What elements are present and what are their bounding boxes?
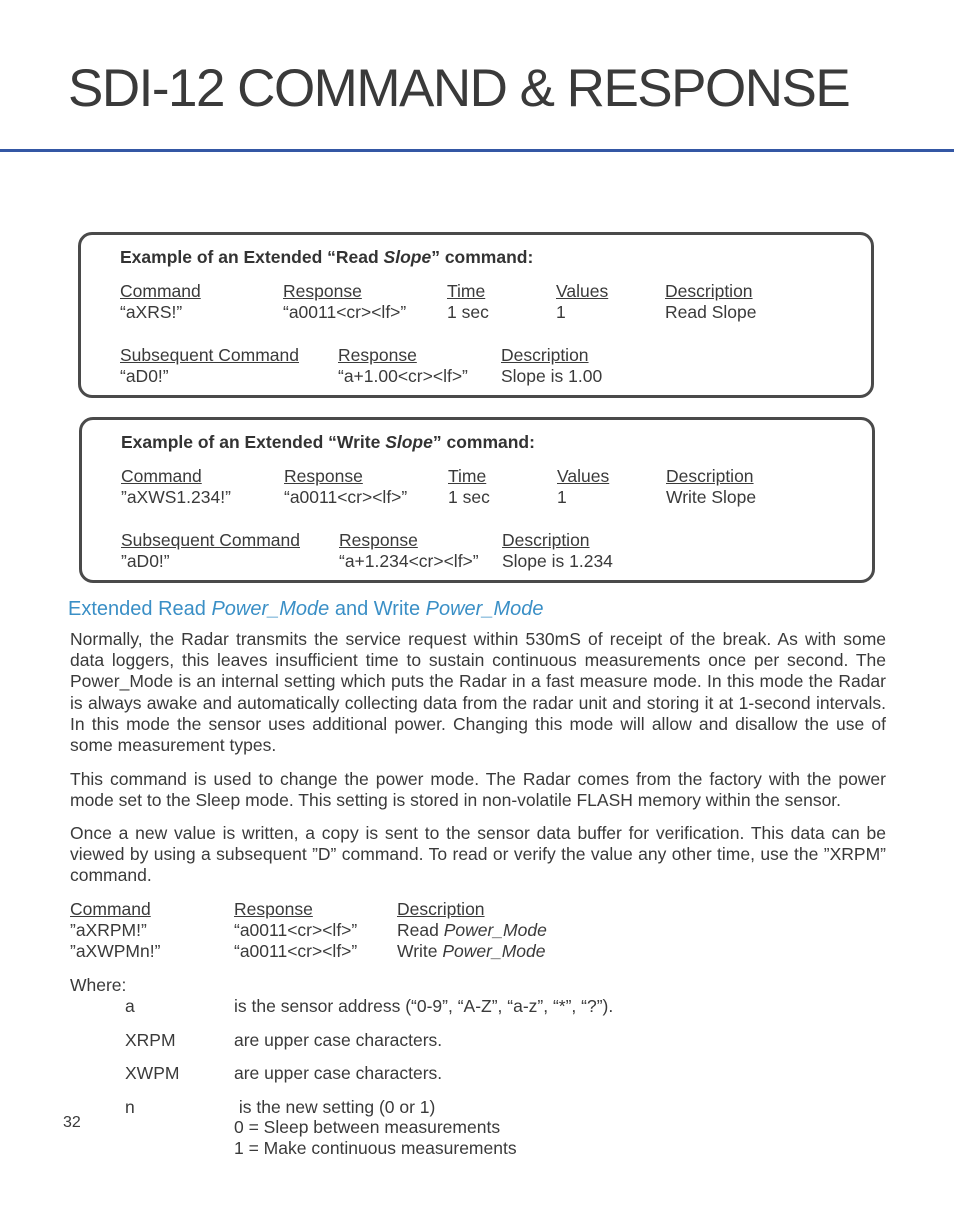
pm-header-response: Response — [234, 899, 313, 919]
cell-response: “a0011<cr><lf>” — [283, 302, 407, 322]
cell-values: 1 — [556, 302, 566, 322]
pm-row-command: ”aXWPMn!” — [70, 941, 161, 961]
read-slope-example-box — [78, 232, 874, 398]
cell-time: 1 sec — [447, 302, 489, 322]
cell-sub-description: Slope is 1.00 — [501, 366, 603, 386]
cell-time: 1 sec — [448, 487, 490, 507]
where-definition: are upper case characters. — [234, 1030, 443, 1050]
header-rule — [0, 149, 954, 152]
cell-response: “a0011<cr><lf>” — [284, 487, 408, 507]
cell-description: Read Slope — [665, 302, 757, 322]
col-header-sub-response: Response — [338, 345, 417, 365]
page-title: SDI-12 COMMAND & RESPONSE — [68, 59, 850, 118]
col-header-description: Description — [665, 281, 753, 301]
write-slope-caption: Example of an Extended “Write Slope” command: — [121, 432, 535, 452]
cell-sub-description: Slope is 1.234 — [502, 551, 613, 571]
where-definition: is the new setting (0 or 1) — [234, 1097, 436, 1117]
col-header-subsequent-command: Subsequent Command — [121, 530, 300, 550]
pm-header-description: Description — [397, 899, 485, 919]
col-header-time: Time — [448, 466, 487, 486]
col-header-time: Time — [447, 281, 486, 301]
where-term: XWPM — [125, 1063, 180, 1083]
col-header-command: Command — [120, 281, 201, 301]
pm-row-response: “a0011<cr><lf>” — [234, 920, 358, 940]
col-header-sub-description: Description — [502, 530, 590, 550]
col-header-sub-response: Response — [339, 530, 418, 550]
section-heading: Extended Read Power_Mode and Write Power_Mode — [68, 598, 544, 620]
pm-row-response: “a0011<cr><lf>” — [234, 941, 358, 961]
pm-row-description: Write Power_Mode — [397, 941, 546, 961]
pm-row-description: Read Power_Mode — [397, 920, 547, 940]
cell-sub-response: “a+1.234<cr><lf>” — [339, 551, 479, 571]
col-header-sub-description: Description — [501, 345, 589, 365]
col-header-command: Command — [121, 466, 202, 486]
read-slope-caption: Example of an Extended “Read Slope” command: — [120, 247, 534, 267]
paragraph-power-mode-default: This command is used to change the power mode. The Radar comes from the factory with the power mode set to the Sleep mode. This setting is stored in non-volatile FLASH memory within the sensor. — [70, 769, 886, 811]
where-n-option: 1 = Make continuous measurements — [234, 1138, 517, 1158]
col-header-values: Values — [557, 466, 610, 486]
cell-sub-command: ”aD0!” — [121, 551, 170, 571]
paragraph-power-mode-verify: Once a new value is written, a copy is sent to the sensor data buffer for verification. This data can be viewed by using a subsequent ”D” command. To read or verify the value any other time, use the ”XRPM” command. — [70, 823, 886, 886]
write-slope-example-box — [79, 417, 875, 583]
pm-row-command: ”aXRPM!” — [70, 920, 147, 940]
where-definition: are upper case characters. — [234, 1063, 443, 1083]
where-term: n — [125, 1097, 135, 1117]
col-header-response: Response — [284, 466, 363, 486]
cell-sub-response: “a+1.00<cr><lf>” — [338, 366, 468, 386]
col-header-subsequent-command: Subsequent Command — [120, 345, 299, 365]
col-header-response: Response — [283, 281, 362, 301]
page-number: 32 — [63, 1114, 81, 1131]
paragraph-power-mode-intro: Normally, the Radar transmits the service request within 530mS of receipt of the break. As with some data loggers, this leaves insufficient time to sustain continuous measurements once per second. The Power_Mode is an internal setting which puts the Radar in a fast measure mode. In this mode the Radar is always awake and automatically collecting data from the radar unit and storing it at 1-second intervals. In this mode the sensor uses additional power. Changing this mode will allow and disallow the use of some measurement types. — [70, 629, 886, 756]
where-definition: is the sensor address (“0-9”, “A-Z”, “a-z”, “*”, “?”). — [234, 996, 614, 1016]
pm-header-command: Command — [70, 899, 151, 919]
where-n-option: 0 = Sleep between measurements — [234, 1117, 501, 1137]
col-header-description: Description — [666, 466, 754, 486]
cell-description: Write Slope — [666, 487, 757, 507]
where-label: Where: — [70, 975, 127, 995]
cell-command: “aXRS!” — [120, 302, 183, 322]
where-term: XRPM — [125, 1030, 176, 1050]
where-term: a — [125, 996, 135, 1016]
cell-values: 1 — [557, 487, 567, 507]
col-header-values: Values — [556, 281, 609, 301]
cell-sub-command: “aD0!” — [120, 366, 169, 386]
cell-command: ”aXWS1.234!” — [121, 487, 231, 507]
